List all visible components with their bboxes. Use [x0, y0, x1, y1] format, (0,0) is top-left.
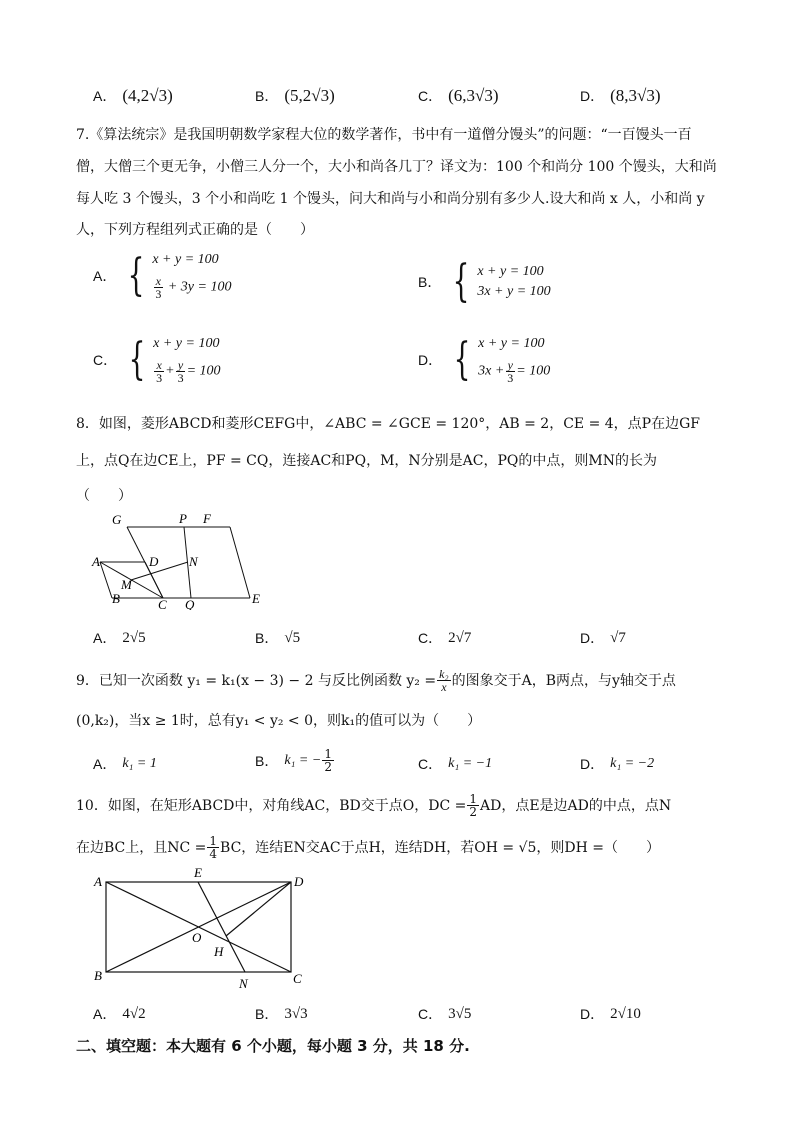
q10-fraction-2: $\frac{1}{4}$ [209, 834, 218, 861]
label-e: E [194, 865, 202, 880]
q6-option-a[interactable]: A． (4,2√3) [93, 86, 173, 105]
q9-option-c[interactable]: C． k₁ = −1 [418, 756, 493, 772]
q9-line-2: (0,k₂)，当x ≥ 1时，总有y₁ < y₂ < 0，则k₁的值可以为（ ） [76, 713, 482, 729]
q8-figure [90, 510, 280, 610]
label-d: D [149, 554, 159, 569]
label-a: A [94, 874, 102, 889]
q8-line-3: （ ） [76, 488, 132, 504]
label-f: F [203, 511, 211, 526]
brace-icon: { [452, 256, 470, 307]
label-b: B [112, 591, 120, 606]
q6-option-c[interactable]: C． (6,3√3) [418, 86, 499, 105]
q10-line-1: 10．如图，在矩形ABCD中，对角线AC，BD交于点O，DC = $\frac{1}{2}$ AD，点E是边AD的中点，点N [76, 792, 672, 819]
q8-option-d[interactable]: D． √7 [580, 629, 626, 646]
q8-option-a[interactable]: A． 2√5 [93, 629, 146, 646]
q10-option-c[interactable]: C． 3√5 [418, 1005, 472, 1022]
label-g: G [112, 512, 122, 527]
q7-option-b[interactable]: B． { x + y = 100 3x + y = 100 [418, 256, 551, 307]
q6-options [0, 82, 794, 112]
label-c: C [158, 597, 167, 610]
label-d: D [294, 874, 304, 889]
q10-options [0, 1000, 794, 1030]
label-c: C [293, 971, 302, 986]
q10-line-2: 在边BC上，且NC = $\frac{1}{4}$ BC，连结EN交AC于点H，连结DH，若OH = √5，则DH =（ ） [76, 834, 660, 861]
label-h: H [214, 944, 224, 959]
q9-line-1: 9．已知一次函数 y₁ = k₁(x − 3) − 2 与反比例函数 y₂ = $\frac{\text{k₂}}{x}$ 的图象交于A，B两点，与y轴交于点 [76, 667, 676, 694]
brace-icon: { [453, 334, 471, 385]
label-n: N [239, 976, 248, 991]
q9-options [0, 748, 794, 778]
q7-option-d[interactable]: D． { x + y = 100 3x + $\frac{y}{3}$ = 100 [418, 334, 551, 385]
q9-option-d[interactable]: D． k₁ = −2 [580, 756, 655, 772]
q7-line-1: 7.《算法统宗》是我国明朝数学家程大位的数学著作，书中有一道僧分馒头”的问题：“一百馒头一百 [76, 127, 692, 143]
q10-option-d[interactable]: D． 2√10 [580, 1005, 641, 1022]
q7-option-a[interactable]: A． { x + y = 100 $\frac{x}{3}$ + 3y = 100 [93, 250, 232, 301]
q7-option-c[interactable]: C． { x + y = 100 $\frac{x}{3}$ + $\frac{y}{3}$ = 100 [93, 334, 221, 385]
brace-icon: { [128, 334, 146, 385]
q10-option-b[interactable]: B． 3√3 [255, 1005, 308, 1022]
q10-fraction-1: $\frac{1}{2}$ [469, 792, 477, 819]
rhombus-cefg-side-fe [230, 527, 250, 598]
label-e: E [252, 591, 260, 606]
q9-fraction: $\frac{\text{k₂}}{x}$ [439, 667, 449, 694]
label-b: B [94, 968, 102, 983]
q10-option-a[interactable]: A． 4√2 [93, 1005, 146, 1022]
section-heading-fill-in: 二、填空题：本大题有 6 个小题，每小题 3 分，共 18 分. [76, 1037, 470, 1055]
q8-line-2: 上，点Q在边CE上，PF = CQ，连接AC和PQ，M，N分别是AC，PQ的中点，则MN的长为 [76, 453, 657, 469]
brace-icon: { [127, 250, 145, 301]
q8-option-c[interactable]: C． 2√7 [418, 629, 472, 646]
q7-line-4: 人，下列方程组列式正确的是（ ） [76, 222, 314, 238]
label-m: M [121, 577, 132, 592]
label-q: Q [185, 597, 195, 610]
q7-line-2: 僧，大僧三个更无争，小僧三人分一个，大小和尚各几丁？译文为：100 个和尚分 100 个馒头，大和尚 [76, 159, 717, 175]
q6-option-d[interactable]: D． (8,3√3) [580, 86, 661, 105]
q8-options [0, 624, 794, 654]
q10-figure [88, 863, 318, 993]
q9-option-b[interactable]: B． k₁ = − $\frac{1}{2}$ [255, 747, 332, 774]
q6-option-b[interactable]: B． (5,2√3) [255, 86, 335, 105]
segment-mn [131, 562, 188, 580]
label-n: N [189, 554, 198, 569]
q7-line-3: 每人吃 3 个馒头，3 个小和尚吃 1 个馒头，问大和尚与小和尚分别有多少人.设大和尚 x 人，小和尚 y [76, 191, 705, 207]
q8-option-b[interactable]: B． √5 [255, 629, 301, 646]
label-o: O [192, 930, 202, 945]
q8-line-1: 8．如图，菱形ABCD和菱形CEFG中，∠ABC = ∠GCE = 120°，AB = 2，CE = 4，点P在边GF [76, 416, 700, 432]
q9-option-a[interactable]: A． k₁ = 1 [93, 756, 157, 772]
label-a: A [92, 554, 100, 569]
label-p: P [179, 511, 187, 526]
